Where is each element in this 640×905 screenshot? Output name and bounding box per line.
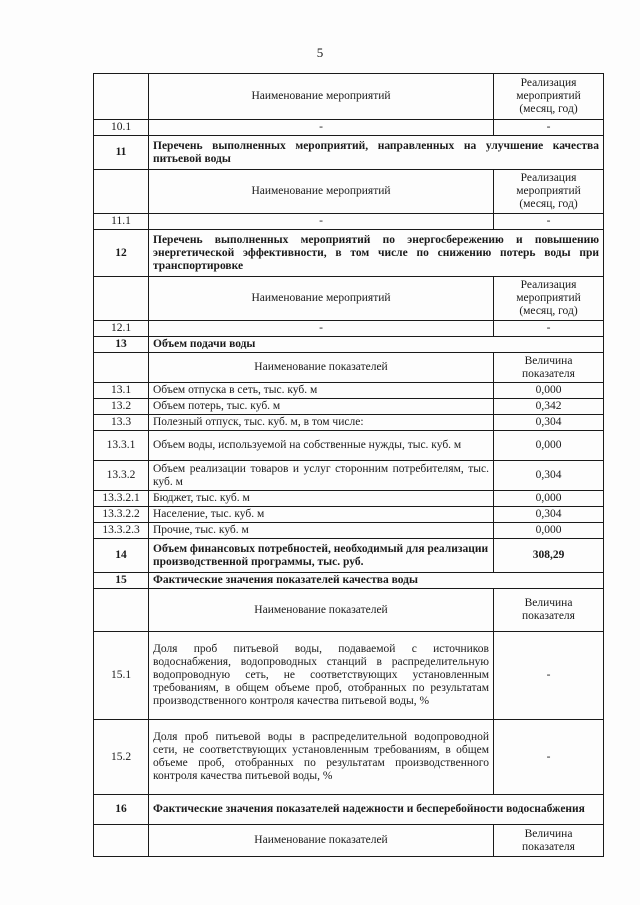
row-label: Население, тыс. куб. м bbox=[149, 507, 494, 523]
table-row bbox=[94, 461, 604, 491]
num-cell bbox=[94, 170, 149, 214]
row-label: Доля проб питьевой воды, подаваемой с источников водоснабжения, водопроводных станций в распределительную водопроводную сеть, не соответствующих установленным требованиям, в общем объеме проб, отобранных по результатам производственного контроля качества питьевой воды, % bbox=[149, 632, 494, 720]
column-header-name: Наименование мероприятий bbox=[149, 170, 494, 214]
table-row bbox=[94, 632, 604, 720]
row-value: - bbox=[494, 214, 604, 230]
row-number: 13.3 bbox=[94, 415, 149, 431]
column-header-name: Наименование мероприятий bbox=[149, 74, 494, 120]
row-number: 13.3.2.2 bbox=[94, 507, 149, 523]
row-number: 13.2 bbox=[94, 399, 149, 415]
column-header-value: Величина показателя bbox=[494, 589, 604, 632]
row-label: - bbox=[149, 321, 494, 337]
section-row bbox=[94, 795, 604, 825]
table-row bbox=[94, 353, 604, 383]
section-number: 15 bbox=[94, 573, 149, 589]
table-row bbox=[94, 491, 604, 507]
row-label: Полезный отпуск, тыс. куб. м, в том числе: bbox=[149, 415, 494, 431]
row-label: Объем потерь, тыс. куб. м bbox=[149, 399, 494, 415]
row-label: Объем воды, используемой на собственные нужды, тыс. куб. м bbox=[149, 431, 494, 461]
num-cell bbox=[94, 589, 149, 632]
section-number: 14 bbox=[94, 539, 149, 573]
num-cell bbox=[94, 74, 149, 120]
table-row bbox=[94, 523, 604, 539]
section-number: 13 bbox=[94, 337, 149, 353]
table-row bbox=[94, 431, 604, 461]
program-table bbox=[93, 73, 604, 857]
section-title: Фактические значения показателей надежности и бесперебойности водоснабжения bbox=[149, 795, 604, 825]
row-label: - bbox=[149, 120, 494, 136]
num-cell bbox=[94, 277, 149, 321]
row-value: 0,000 bbox=[494, 431, 604, 461]
section-title: Объем финансовых потребностей, необходимый для реализации производственной программы, тыс. руб. bbox=[149, 539, 494, 573]
row-number: 13.1 bbox=[94, 383, 149, 399]
row-number: 13.3.2.1 bbox=[94, 491, 149, 507]
section-title: Перечень выполненных мероприятий, направленных на улучшение качества питьевой воды bbox=[149, 136, 604, 170]
row-label: - bbox=[149, 214, 494, 230]
section-number: 16 bbox=[94, 795, 149, 825]
row-number: 13.3.1 bbox=[94, 431, 149, 461]
section-number: 12 bbox=[94, 230, 149, 277]
row-label: Объем реализации товаров и услуг сторонним потребителям, тыс. куб. м bbox=[149, 461, 494, 491]
page-number: 5 bbox=[316, 45, 324, 60]
column-header-name: Наименование мероприятий bbox=[149, 277, 494, 321]
num-cell bbox=[94, 825, 149, 857]
row-value: 0,000 bbox=[494, 523, 604, 539]
column-header-value: Реализация мероприятий (месяц, год) bbox=[494, 74, 604, 120]
row-value: 0,000 bbox=[494, 491, 604, 507]
section-title: Фактические значения показателей качества воды bbox=[149, 573, 604, 589]
row-number: 13.3.2 bbox=[94, 461, 149, 491]
section-title: Перечень выполненных мероприятий по энергосбережению и повышению энергетической эффективности, в том числе по снижению потерь воды при транспортировке bbox=[149, 230, 604, 277]
row-number: 12.1 bbox=[94, 321, 149, 337]
row-label: Доля проб питьевой воды в распределительной водопроводной сети, не соответствующих установленным требованиям, в общем объеме проб, отобранных по результатам производственного контроля качества питьевой воды, % bbox=[149, 720, 494, 795]
row-number: 15.2 bbox=[94, 720, 149, 795]
section-row bbox=[94, 573, 604, 589]
column-header-value: Реализация мероприятий (месяц, год) bbox=[494, 277, 604, 321]
row-number: 13.3.2.3 bbox=[94, 523, 149, 539]
section-number: 11 bbox=[94, 136, 149, 170]
row-value: 0,304 bbox=[494, 507, 604, 523]
section-row bbox=[94, 230, 604, 277]
column-header-name: Наименование показателей bbox=[149, 825, 494, 857]
section-row bbox=[94, 337, 604, 353]
financial-needs-value: 308,29 bbox=[494, 539, 604, 573]
table-row bbox=[94, 720, 604, 795]
row-number: 11.1 bbox=[94, 214, 149, 230]
row-label: Объем отпуска в сеть, тыс. куб. м bbox=[149, 383, 494, 399]
table-row bbox=[94, 74, 604, 120]
table-row bbox=[94, 383, 604, 399]
table-row bbox=[94, 170, 604, 214]
table-row bbox=[94, 399, 604, 415]
table-row bbox=[94, 214, 604, 230]
table-row bbox=[94, 507, 604, 523]
column-header-value: Величина показателя bbox=[494, 825, 604, 857]
column-header-name: Наименование показателей bbox=[149, 589, 494, 632]
column-header-name: Наименование показателей bbox=[149, 353, 494, 383]
num-cell bbox=[94, 353, 149, 383]
row-label: Прочие, тыс. куб. м bbox=[149, 523, 494, 539]
row-value: 0,304 bbox=[494, 415, 604, 431]
table-row bbox=[94, 277, 604, 321]
table-row bbox=[94, 825, 604, 857]
table-row bbox=[94, 321, 604, 337]
row-value: 0,000 bbox=[494, 383, 604, 399]
row-value: - bbox=[494, 321, 604, 337]
row-value: 0,342 bbox=[494, 399, 604, 415]
section-row bbox=[94, 539, 604, 573]
row-value: - bbox=[494, 632, 604, 720]
row-value: - bbox=[494, 720, 604, 795]
column-header-value: Реализация мероприятий (месяц, год) bbox=[494, 170, 604, 214]
row-value: - bbox=[494, 120, 604, 136]
section-row bbox=[94, 136, 604, 170]
row-label: Бюджет, тыс. куб. м bbox=[149, 491, 494, 507]
row-value: 0,304 bbox=[494, 461, 604, 491]
table-row bbox=[94, 415, 604, 431]
table-row bbox=[94, 589, 604, 632]
column-header-value: Величина показателя bbox=[494, 353, 604, 383]
section-title: Объем подачи воды bbox=[149, 337, 604, 353]
row-number: 10.1 bbox=[94, 120, 149, 136]
table-row bbox=[94, 120, 604, 136]
row-number: 15.1 bbox=[94, 632, 149, 720]
